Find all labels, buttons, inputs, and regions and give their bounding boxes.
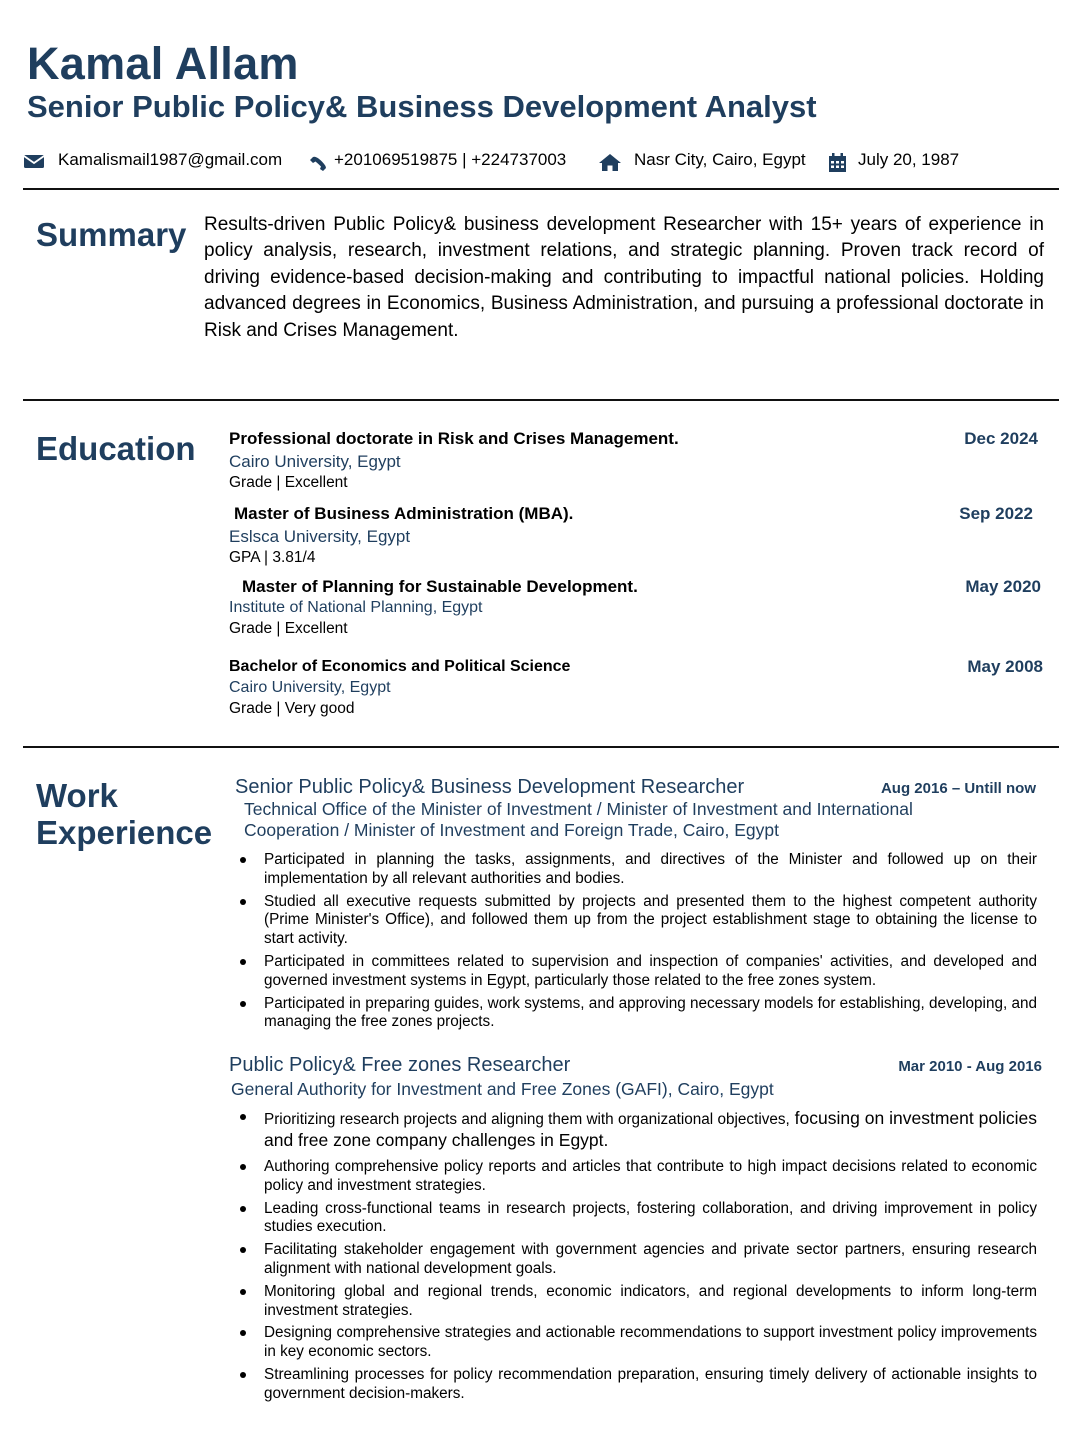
envelope-icon: [24, 153, 44, 169]
education-school: Institute of National Planning, Egypt: [229, 599, 483, 616]
job-bullets: [240, 851, 1037, 1032]
job-org: General Authority for Investment and Free Zones (GAFI), Cairo, Egypt: [231, 1079, 774, 1099]
education-grade: Grade | Excellent: [229, 620, 348, 637]
education-degree: Master of Planning for Sustainable Development.: [242, 577, 638, 596]
bullet-text-part: focusing on investment policies and free zone company challenges in Egypt.: [264, 1108, 1038, 1150]
birthdate-text: July 20, 1987: [858, 150, 960, 169]
location-text: Nasr City, Cairo, Egypt: [634, 150, 806, 169]
job-dates: Mar 2010 - Aug 2016: [898, 1058, 1042, 1075]
list-item: Streamlining processes for policy recommendation preparation, ensuring timely delivery of actionable insights to government decision-makers.: [240, 1366, 1037, 1404]
education-grade: GPA | 3.81/4: [229, 549, 316, 566]
divider: [23, 399, 1059, 401]
email-text: Kamalismail1987@gmail.com: [58, 150, 283, 169]
education-date: Dec 2024: [964, 429, 1038, 448]
list-item: Authoring comprehensive policy reports and articles that contribute to high impact decisions related to economic policy and investment strategies.: [240, 1158, 1037, 1196]
list-item: Participated in planning the tasks, assignments, and directives of the Minister and followed up on their implementation by all relevant authorities and bodies.: [240, 851, 1037, 889]
candidate-name: Kamal Allam: [27, 38, 299, 89]
bullet-text-part: Prioritizing research projects and aligning them with organizational objectives,: [264, 1111, 790, 1128]
list-item: [240, 1108, 1037, 1152]
education-degree: Professional doctorate in Risk and Crises Management.: [229, 429, 679, 448]
divider: [23, 188, 1059, 190]
list-item: Facilitating stakeholder engagement with government agencies and private sector partners, ensuring research alignment with national development goals.: [240, 1241, 1037, 1279]
list-item: Monitoring global and regional trends, economic indicators, and regional developments to inform long-term investment strategies.: [240, 1283, 1037, 1321]
summary-text: Results-driven Public Policy& business development Researcher with 15+ years of experience in policy analysis, research, investment relations, and strategic planning. Proven track record of driving evidence-based decision-making and contributing to impactful national policies. Holding advanced degrees in Economics, Business Administration, and pursuing a professional doctorate in Risk and Crises Management.: [204, 214, 1044, 341]
phone-text: +201069519875 | +224737003: [334, 150, 567, 169]
job-role: Senior Public Policy& Business Development Researcher: [235, 776, 745, 798]
education-date: Sep 2022: [959, 504, 1033, 523]
work-heading: [36, 777, 212, 851]
education-school: Cairo University, Egypt: [229, 452, 401, 471]
candidate-title: Senior Public Policy& Business Development Analyst: [27, 89, 817, 124]
education-school: Cairo University, Egypt: [229, 679, 391, 696]
calendar-icon: [829, 153, 846, 172]
education-degree: Bachelor of Economics and Political Science: [229, 658, 571, 675]
list-item: Participated in committees related to supervision and inspection of companies' activities, and developed and governed investment systems in Egypt, particularly those related to the free zones system.: [240, 953, 1037, 991]
list-item: Participated in preparing guides, work systems, and approving necessary models for establishing, developing, and managing the free zones projects.: [240, 995, 1037, 1033]
summary-heading: Summary: [36, 216, 187, 253]
work-heading-line2: Experience: [36, 814, 213, 851]
education-heading: Education: [36, 430, 196, 467]
job-org: Cooperation / Minister of Investment and Foreign Trade, Cairo, Egypt: [244, 820, 779, 840]
job-role: Public Policy& Free zones Researcher: [229, 1054, 571, 1076]
job-org: Technical Office of the Minister of Investment / Minister of Investment and International: [244, 799, 913, 819]
phone-icon: [307, 153, 327, 173]
education-date: May 2020: [965, 577, 1041, 596]
job-dates: Aug 2016 – Untill now: [880, 780, 1036, 797]
job-bullets: [240, 1108, 1037, 1404]
list-item: Designing comprehensive strategies and actionable recommendations to support investment policy improvements in key economic sectors.: [240, 1324, 1037, 1362]
education-school: Eslsca University, Egypt: [229, 527, 411, 546]
list-item: Leading cross-functional teams in research projects, fostering collaboration, and driving improvement in policy studies execution.: [240, 1200, 1037, 1238]
education-date: May 2008: [967, 657, 1043, 676]
education-grade: Grade | Excellent: [229, 474, 348, 491]
list-item: Studied all executive requests submitted by projects and presented them to the highest competent authority (Prime Minister's Office), and followed them up from the project establishment stage to obtaining the license to start activity.: [240, 893, 1037, 949]
education-degree: Master of Business Administration (MBA).: [234, 504, 574, 523]
divider: [23, 746, 1059, 748]
education-grade: Grade | Very good: [229, 700, 355, 717]
work-heading-line1: Work: [36, 777, 118, 814]
home-icon: [598, 153, 622, 172]
